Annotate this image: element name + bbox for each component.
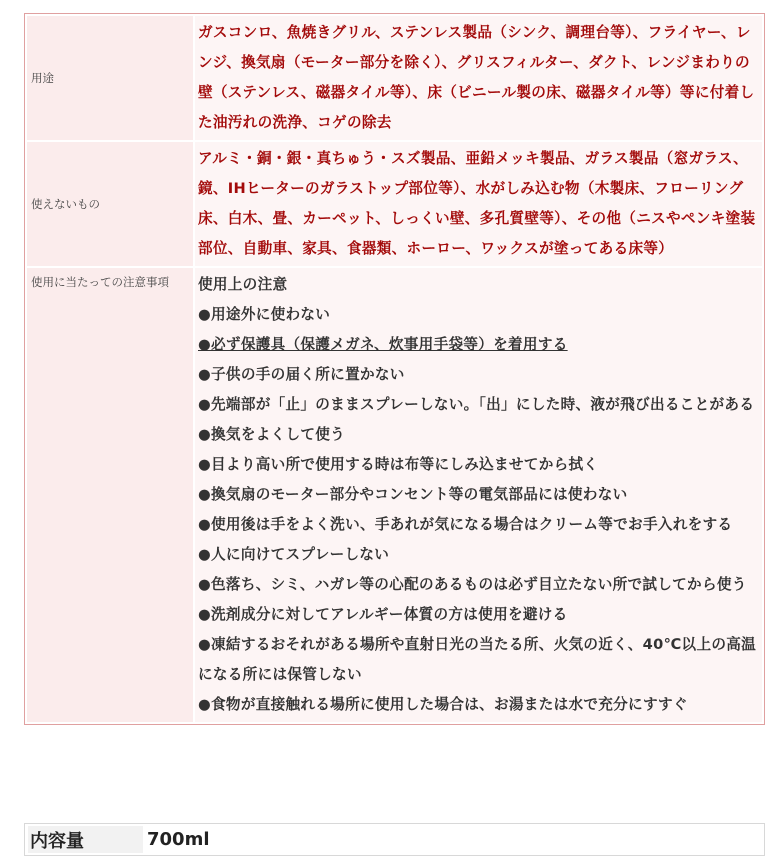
caution-item: ●子供の手の届く所に置かない — [198, 366, 405, 383]
caution-item: ●色落ち、シミ、ハガレ等の心配のあるものは必ず目立たない所で試してから使う — [198, 576, 747, 593]
volume-row — [24, 823, 765, 856]
caution-item: ●凍結するおそれがある場所や直射日光の当たる所、火気の近く、40℃以上の高温になる所には保管しない — [198, 636, 757, 683]
caution-item: ●用途外に使わない — [198, 306, 331, 323]
volume-label: 内容量 — [28, 826, 143, 853]
spec-row-cautions — [27, 268, 762, 722]
cautions-label: 使用に当たっての注意事項 — [27, 268, 193, 722]
usage-text: ガスコンロ、魚焼きグリル、ステンレス製品（シンク、調理台等）、フライヤー、レンジ、換気扇（モーター部分を除く）、グリスフィルター、ダクト、レンジまわりの壁（ステンレス、磁器タイル等）、床（ビニール製の床、磁器タイル等）等に付着した油汚れの洗浄、コゲの除去 — [195, 16, 762, 140]
caution-item: ●換気をよくして使う — [198, 426, 346, 443]
caution-item: ●必ず保護具（保護メガネ、炊事用手袋等）を着用する — [198, 336, 568, 353]
usage-label: 用途 — [27, 16, 193, 140]
spec-row-not-usable — [27, 142, 762, 266]
caution-item: ●食物が直接触れる場所に使用した場合は、お湯または水で充分にすすぐ — [198, 696, 688, 713]
caution-item: ●換気扇のモーター部分やコンセント等の電気部品には使わない — [198, 486, 628, 503]
caution-item: ●使用後は手をよく洗い、手あれが気になる場合はクリーム等でお手入れをする — [198, 516, 733, 533]
spec-row-usage — [27, 16, 762, 140]
not-usable-label: 使えないもの — [27, 142, 193, 266]
spec-table — [24, 13, 765, 725]
caution-item: ●目より高い所で使用する時は布等にしみ込ませてから拭く — [198, 456, 599, 473]
caution-item: ●人に向けてスプレーしない — [198, 546, 390, 563]
caution-item: ●先端部が「止」のままスプレーしない。「出」にした時、液が飛び出ることがある — [198, 396, 755, 413]
not-usable-text: アルミ・銅・銀・真ちゅう・スズ製品、亜鉛メッキ製品、ガラス製品（窓ガラス、鏡、IHヒーターのガラストップ部位等）、水がしみ込む物（木製床、フローリング床、白木、畳、カーペット、しっくい壁、多孔質壁等）、その他（ニスやペンキ塗装部位、自動車、家具、食器類、ホーロー、ワックスが塗ってある床等） — [195, 142, 762, 266]
cautions-list — [195, 268, 762, 722]
cautions-heading: 使用上の注意 — [198, 276, 288, 293]
caution-item: ●洗剤成分に対してアレルギー体質の方は使用を避ける — [198, 606, 568, 623]
volume-value: 700ml — [147, 829, 210, 850]
